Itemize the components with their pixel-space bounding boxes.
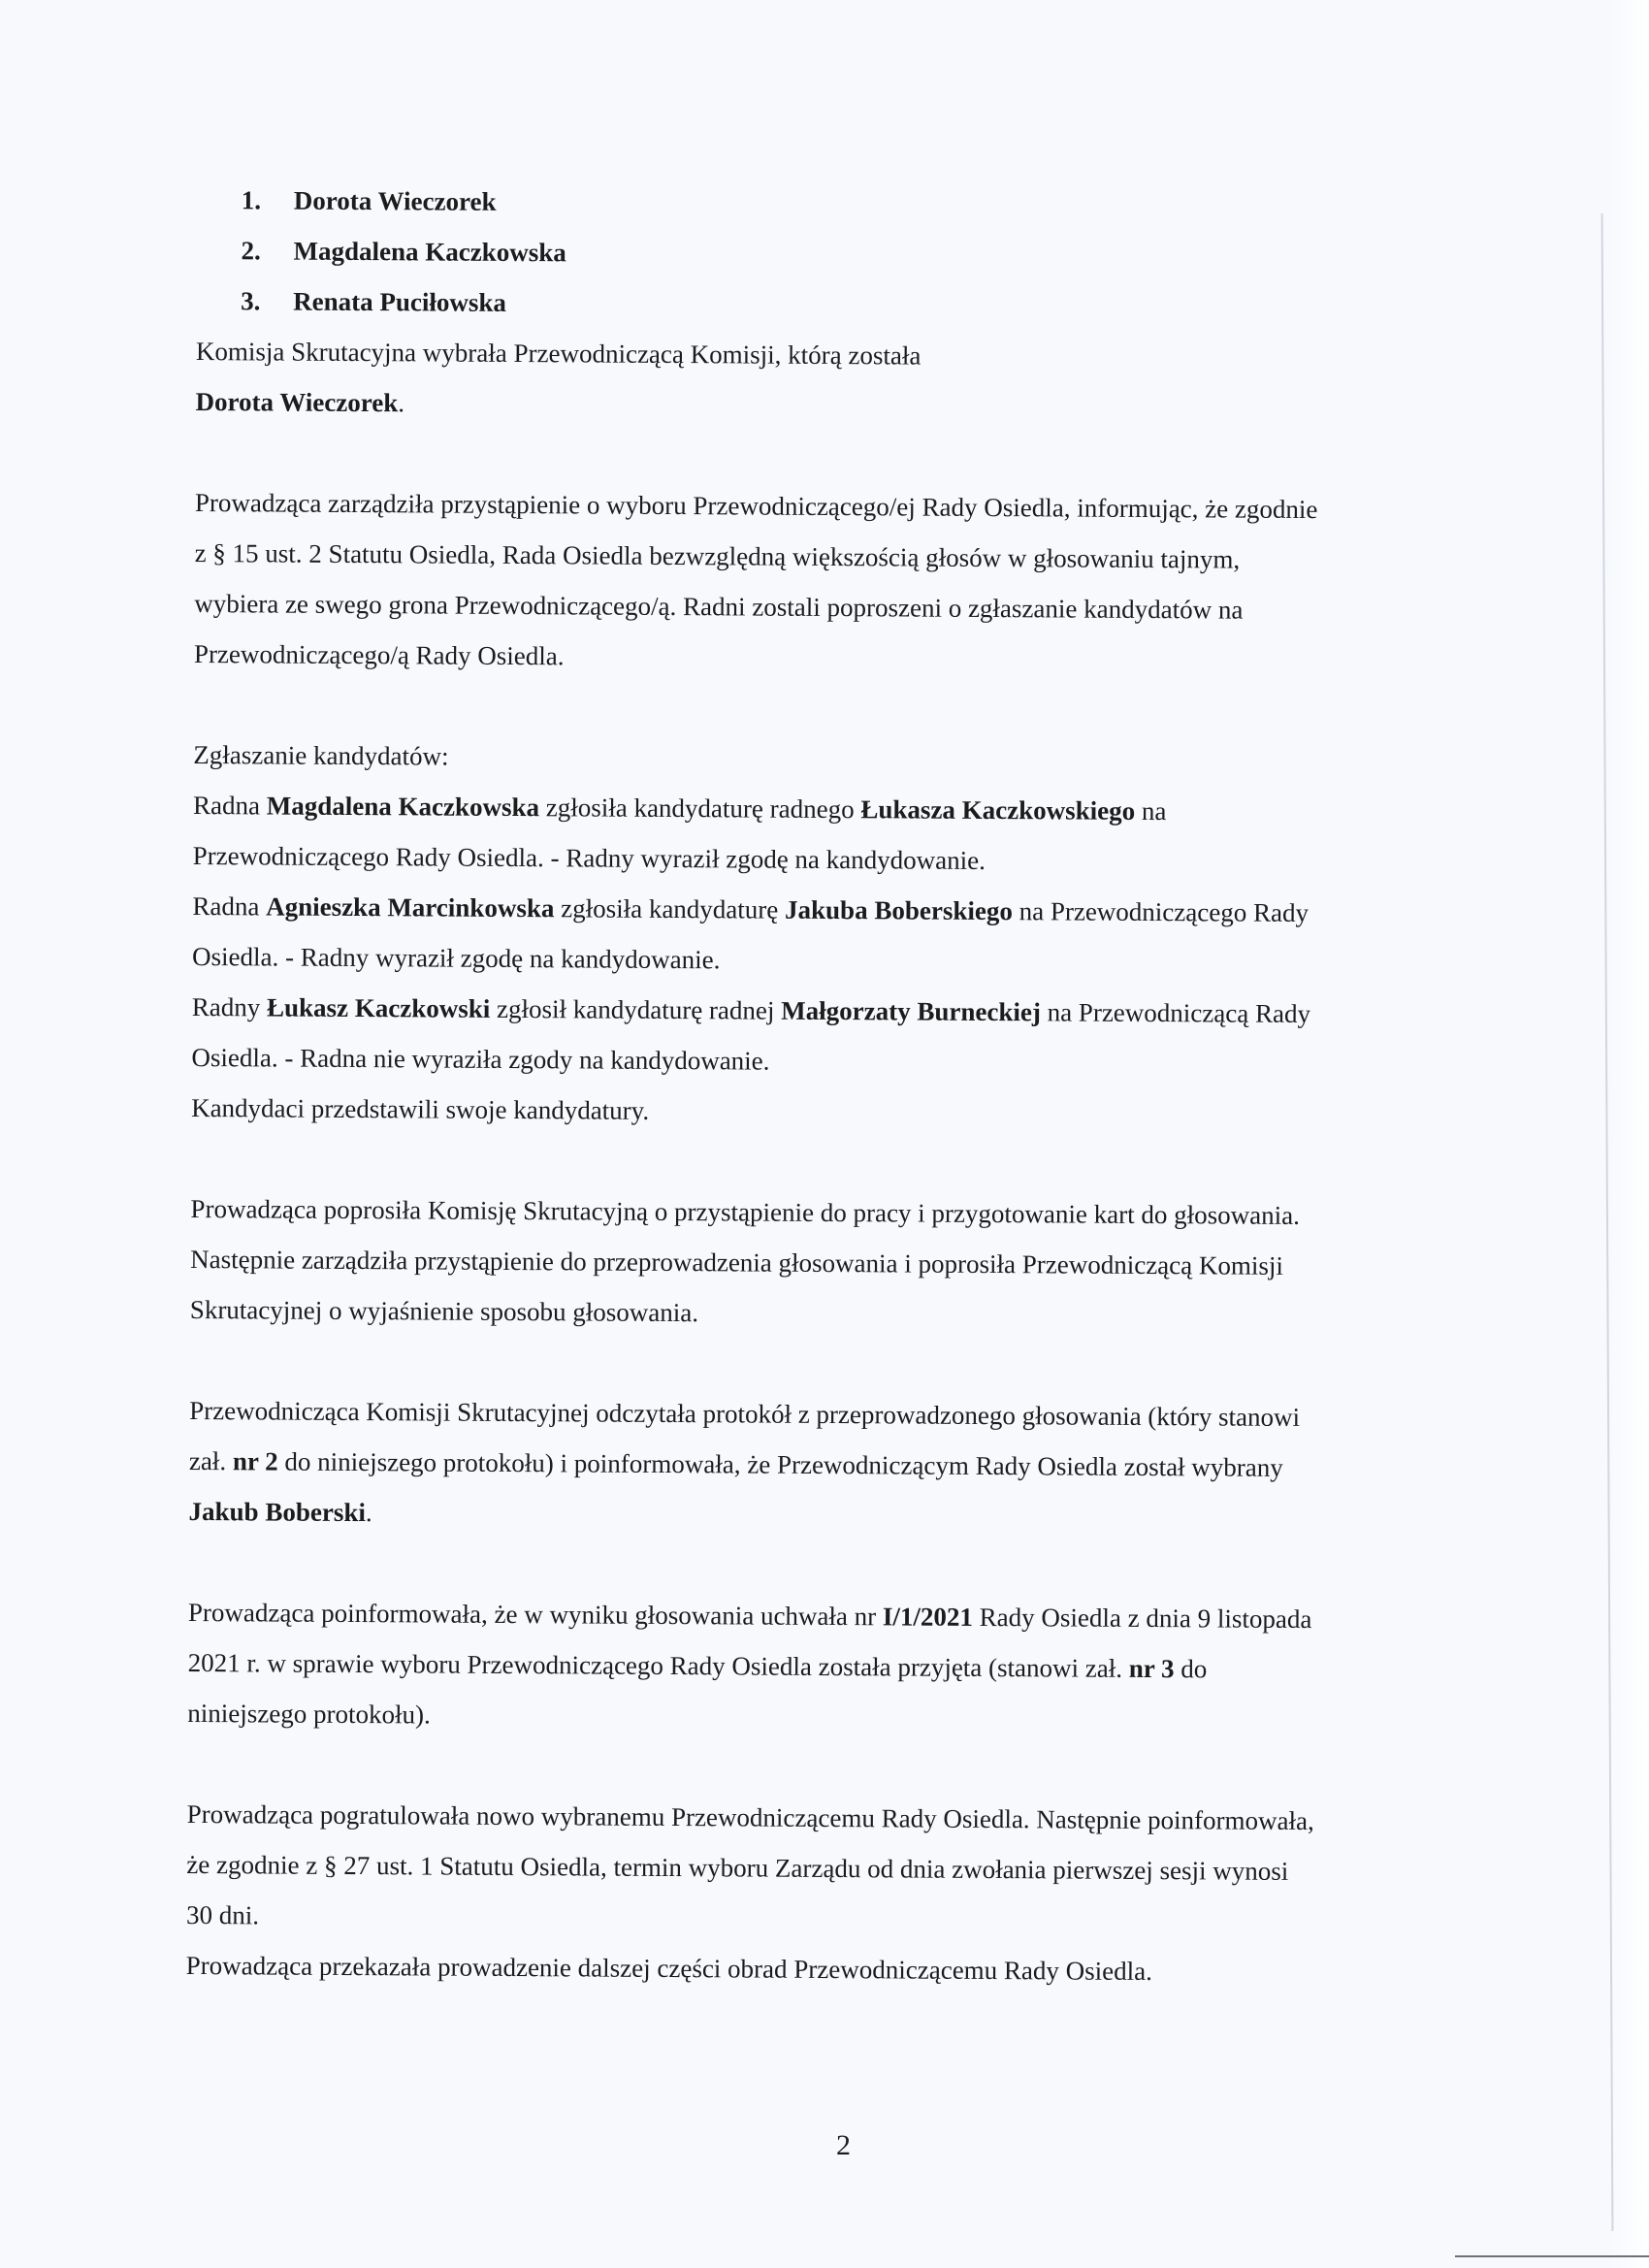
paragraph-line: Prowadząca poprosiła Komisję Skrutacyjną o przystąpienie do pracy i przygotowanie kart do głosowania. xyxy=(190,1193,1300,1230)
paragraph-line: Prowadząca przekazała prowadzenie dalszej części obrad Przewodniczącemu Rady Osiedla. xyxy=(185,1950,1153,1987)
member-list-item: 3. Renata Puciłowska xyxy=(241,286,507,317)
nominations-closing: Kandydaci przedstawili swoje kandydatury. xyxy=(191,1092,650,1125)
paragraph-line: Skrutacyjnej o wyjaśnienie sposobu głosowania. xyxy=(189,1294,699,1328)
nomination-3-consent: Osiedla. - Radna nie wyraziła zgody na kandydowanie. xyxy=(191,1042,770,1076)
paragraph-line: 2021 r. w sprawie wyboru Przewodniczącego Rady Osiedla została przyjęta (stanowi zał. nr 3 do xyxy=(187,1647,1208,1684)
scan-edge xyxy=(1610,0,1649,2268)
member-list-item: 2. Magdalena Kaczkowska xyxy=(241,236,566,268)
page-bottom-edge-line xyxy=(1455,2255,1649,2257)
nomination-2: Radna Agnieszka Marcinkowska zgłosiła kandydaturę Jakuba Boberskiego na Przewodniczącego Rady xyxy=(192,891,1310,928)
nomination-1-consent: Przewodniczącego Rady Osiedla. - Radny wyraził zgodę na kandydowanie. xyxy=(192,840,986,875)
paragraph-line: wybiera ze swego grona Przewodniczącego/ą. Radni zostali poproszeni o zgłaszanie kandydatów na xyxy=(194,588,1244,625)
nomination-1: Radna Magdalena Kaczkowska zgłosiła kandydaturę radnego Łukasza Kaczkowskiego na xyxy=(192,790,1167,826)
nomination-3: Radny Łukasz Kaczkowski zgłosił kandydaturę radnej Małgorzaty Burneckiej na Przewodniczącą Rady xyxy=(191,991,1311,1029)
paragraph-line: Prowadząca zarządziła przystąpienie o wyboru Przewodniczącego/ej Rady Osiedla, informując, że zgodnie xyxy=(194,487,1318,525)
paragraph-line: Prowadząca poinformowała, że w wyniku głosowania uchwała nr I/1/2021 Rady Osiedla z dnia 9 listopada xyxy=(187,1597,1312,1635)
nominations-heading: Zgłaszanie kandydatów: xyxy=(193,739,449,771)
paragraph-line: Następnie zarządziła przystąpienie do przeprowadzenia głosowania i poprosiła Przewodniczącą Komisji xyxy=(190,1244,1284,1280)
document-body xyxy=(186,175,1497,1998)
paragraph-line: Prowadząca pogratulowała nowo wybranemu Przewodniczącemu Rady Osiedla. Następnie poinformowała, xyxy=(186,1798,1314,1836)
commission-chair-intro: Komisja Skrutacyjna wybrała Przewodniczącą Komisji, którą została xyxy=(195,336,922,371)
paragraph-line: Przewodnicząca Komisji Skrutacyjnej odczytała protokół z przeprowadzonego głosowania (który stanowi xyxy=(189,1395,1301,1432)
paragraph-line: z § 15 ust. 2 Statutu Osiedla, Rada Osiedla bezwzględną większością głosów w głosowaniu tajnym, xyxy=(194,537,1241,574)
member-list-item: 1. Dorota Wieczorek xyxy=(241,185,497,216)
elected-chair-name: Jakub Boberski. xyxy=(188,1496,372,1528)
paragraph-line: 30 dni. xyxy=(185,1899,260,1930)
nomination-2-consent: Osiedla. - Radny wyraził zgodę na kandydowanie. xyxy=(191,941,721,975)
paragraph-line: niniejszego protokołu). xyxy=(187,1698,431,1730)
page-number: 2 xyxy=(836,2129,851,2161)
commission-chair-name: Dorota Wieczorek. xyxy=(195,386,405,418)
paragraph-line: Przewodniczącego/ą Rady Osiedla. xyxy=(193,638,565,671)
paragraph-line: zał. nr 2 do niniejszego protokołu) i poinformowała, że Przewodniczącym Rady Osiedla został wybrany xyxy=(188,1445,1283,1482)
paragraph-line: że zgodnie z § 27 ust. 1 Statutu Osiedla, termin wyboru Zarządu od dnia zwołania pierwszej sesji wynosi xyxy=(186,1849,1289,1886)
